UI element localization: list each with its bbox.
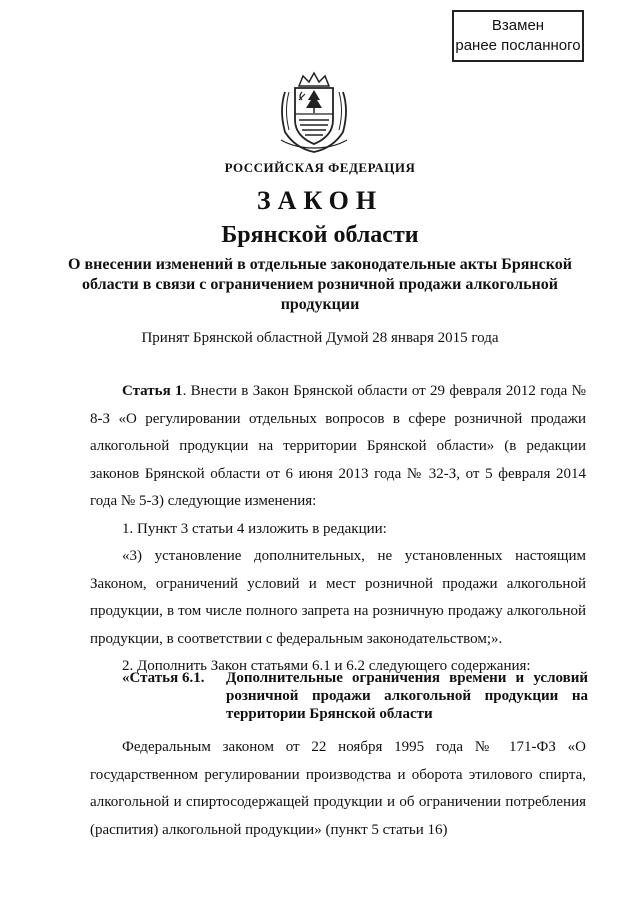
law-heading: ЗАКОН xyxy=(256,186,384,215)
article-1-label: Статья 1 xyxy=(122,383,183,399)
stamp-line-1: Взамен xyxy=(491,17,545,34)
adoption-date: Принят Брянской областной Думой 28 января 2015 года xyxy=(141,330,499,346)
article-1-text: . Внести в Закон Брянской области от 29 февраля 2012 года № 8-З «О регулировании отдельных вопросов в сфере розничной продажи алкогольной продукции на территории Брянской области» (в редакции законов Брянской области от 6 июня 2013 года № 32-З, от 5 февраля 2014 года № 5-З) следующие изменения: xyxy=(90,383,586,509)
article-6-1-heading xyxy=(122,669,588,723)
item-1: 1. Пункт 3 статьи 4 изложить в редакции: xyxy=(122,520,387,537)
item-1-quote: «3) установление дополнительных, не установленных настоящим Законом, ограничений условий и мест розничной продажи алкогольной продукции, в том числе полного запрета на розничную продажу алкогольной продукции, в соответствии с федеральным законодательством;». xyxy=(90,548,586,647)
item-2: 2. Дополнить Закон статьями 6.1 и 6.2 следующего содержания: xyxy=(122,658,531,674)
bryansk-coat-of-arms-icon xyxy=(275,70,353,154)
country-heading: РОССИЙСКАЯ ФЕДЕРАЦИЯ xyxy=(224,160,416,175)
law-subject: О внесении изменений в отдельные законодательные акты Брянской области в связи с ограничением розничной продажи алкогольной продукции xyxy=(68,256,572,313)
law-body-continued xyxy=(90,734,586,844)
stamp-line-2: ранее посланного xyxy=(455,37,581,54)
replacement-stamp xyxy=(452,10,584,62)
law-body xyxy=(90,378,586,681)
article-6-1-title: Дополнительные ограничения времени и условий розничной продажи алкогольной продукции на территории Брянской области xyxy=(226,670,588,722)
article-1-paragraph xyxy=(90,378,586,516)
article-6-1-label: «Статья 6.1. xyxy=(122,670,205,686)
region-heading: Брянской области xyxy=(221,222,419,248)
federal-law-paragraph: Федеральным законом от 22 ноября 1995 года № 171-ФЗ «О государственном регулировании производства и оборота этилового спирта, алкогольной и спиртосодержащей продукции и об ограничении потребления (распития) алкогольной продукции» (пункт 5 статьи 16) xyxy=(90,739,586,838)
